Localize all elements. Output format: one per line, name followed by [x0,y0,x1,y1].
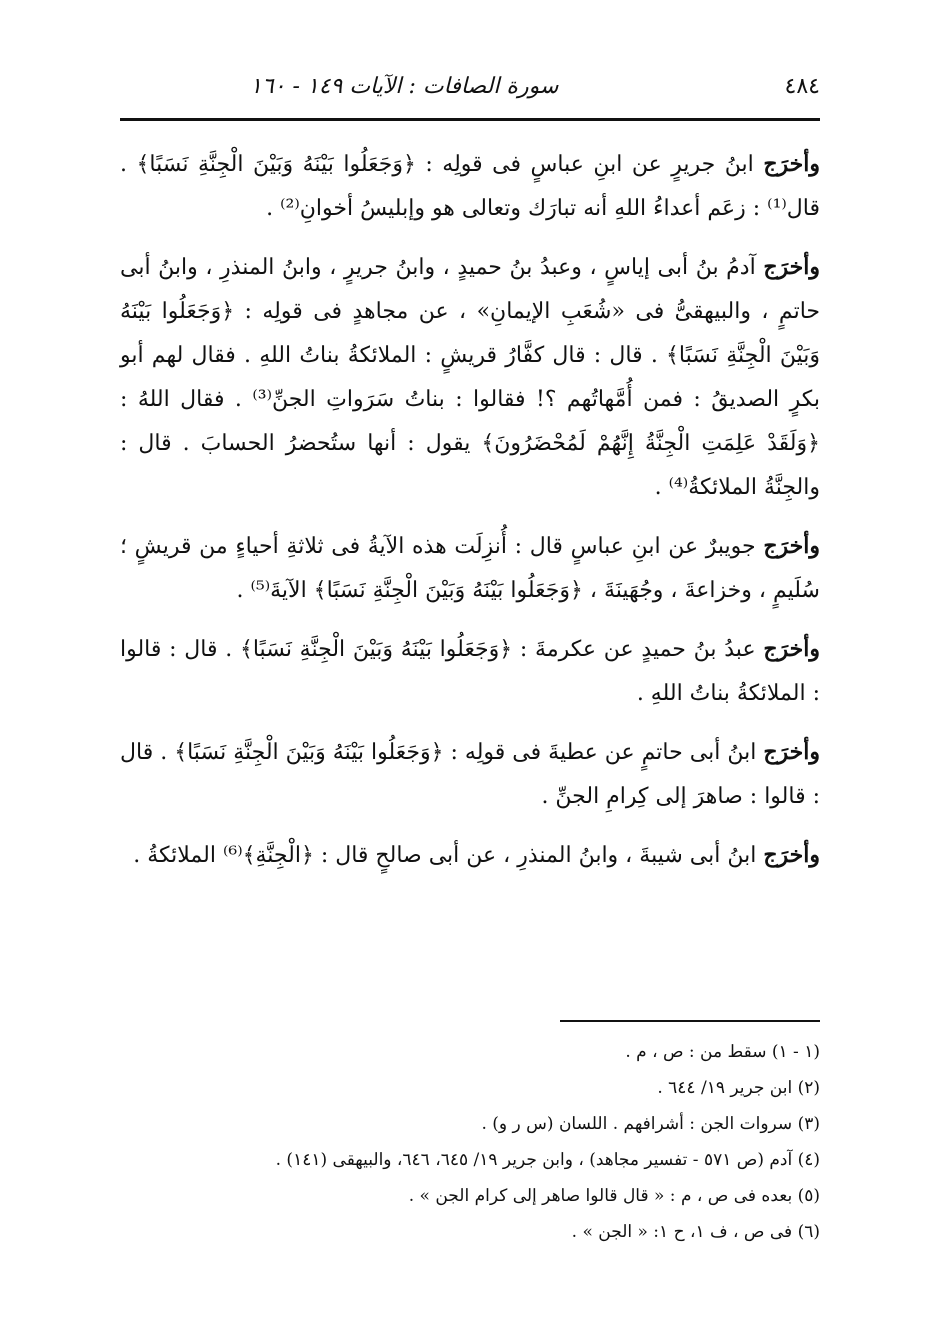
footnote: (٢) ابن جرير ١٩/ ٦٤٤ . [657,1078,820,1098]
footnote: (٦) فى ص ، ف ١، ح ١: « الجن » . [571,1222,820,1242]
paragraph-lead: وأخرَج [763,739,820,765]
footnotes [120,1034,820,1250]
paragraph [120,833,820,878]
paragraph [120,627,820,716]
header-rule [120,118,820,121]
paragraph [120,730,820,819]
paragraph [120,142,820,231]
paragraph-text: ابنُ جريرٍ عن ابنِ عباسٍ فى قولِه : ﴿وَجَعَلُوا بَيْنَهُ وَبَيْنَ الْجِنَّةِ نَسَبًا﴾ . قال⁽¹⁾ : زعَم أعداءُ اللهِ أنه تبارَك وتعالى هو وإبليسُ أخوانِ⁽²⁾ . [120,152,820,221]
page-number: ٤٨٤ [784,74,820,99]
page-header [120,70,820,110]
paragraph [120,524,820,613]
footnote-rule [560,1020,820,1022]
paragraph-lead: وأخرَج [763,533,820,559]
paragraph-lead: وأخرَج [763,636,820,662]
paragraph-lead: وأخرَج [763,254,820,280]
paragraph-text: آدمُ بنُ أبى إياسٍ ، وعبدُ بنُ حميدٍ ، وابنُ جريرٍ ، وابنُ المنذرِ ، وابنُ أبى حاتمٍ ، والبيهقىُّ فى «شُعَبِ الإيمانِ» ، عن مجاهدٍ فى قولِه : ﴿وَجَعَلُوا بَيْنَهُ وَبَيْنَ الْجِنَّةِ نَسَبًا﴾ . قال : قال كفَّارُ قريشٍ : الملائكةُ بناتُ اللهِ . فقال لهم أبو بكرٍ الصديقُ : فمن أُمَّهاتُهم ؟! فقالوا : بناتُ سَرَواتِ الجنِّ⁽³⁾ . فقال اللهُ : ﴿وَلَقَدْ عَلِمَتِ الْجِنَّةُ إِنَّهُمْ لَمُحْضَرُونَ﴾ يقول : أنها ستُحضرُ الحسابَ . قال : والجِنَّةُ الملائكةُ⁽⁴⁾ . [120,255,820,500]
footnote: (٣) سروات الجن : أشرافهم . اللسان (س ر و) . [481,1114,820,1134]
paragraph-text: عبدُ بنُ حميدٍ عن عكرمةَ : ﴿وَجَعَلُوا بَيْنَهُ وَبَيْنَ الْجِنَّةِ نَسَبًا﴾ . قال : قالوا : الملائكةُ بناتُ اللهِ . [120,637,820,706]
paragraph-lead: وأخرَج [763,151,820,177]
running-title: سورة الصافات : الآيات ١٤٩ - ١٦٠ [250,74,559,99]
paragraph-text: ابنُ أبى شيبةَ ، وابنُ المنذرِ ، عن أبى صالحٍ قال : ﴿الْجِنَّةِ﴾⁽⁶⁾ الملائكةُ . [133,843,764,868]
paragraph-text: جويبرٌ عن ابنِ عباسٍ قال : أُنزِلَت هذه الآيةُ فى ثلاثةِ أحياءٍ من قريشٍ ؛ سُلَيمٍ ، وخزاعةَ ، وجُهَينَةَ ، ﴿وَجَعَلُوا بَيْنَهُ وَبَيْنَ الْجِنَّةِ نَسَبًا﴾ الآيةَ⁽⁵⁾ . [120,534,820,603]
footnote: (٤) آدم (ص ٥٧١ - تفسير مجاهد) ، وابن جرير ١٩/ ٦٤٥، ٦٤٦، والبيهقى (١٤١) . [275,1150,820,1170]
paragraph [120,245,820,510]
paragraph-text: ابنُ أبى حاتمٍ عن عطيةَ فى قولِه : ﴿وَجَعَلُوا بَيْنَهُ وَبَيْنَ الْجِنَّةِ نَسَبًا﴾ . قال : قالوا : صاهرَ إلى كِرامِ الجنِّ . [120,740,820,809]
footnote: (١ - ١) سقط من : ص ، م . [625,1042,820,1062]
paragraph-lead: وأخرَج [763,842,820,868]
footnote: (٥) بعده فى ص ، م : « قال قالوا صاهر إلى كرام الجن » . [408,1186,820,1206]
body-text [120,142,820,892]
